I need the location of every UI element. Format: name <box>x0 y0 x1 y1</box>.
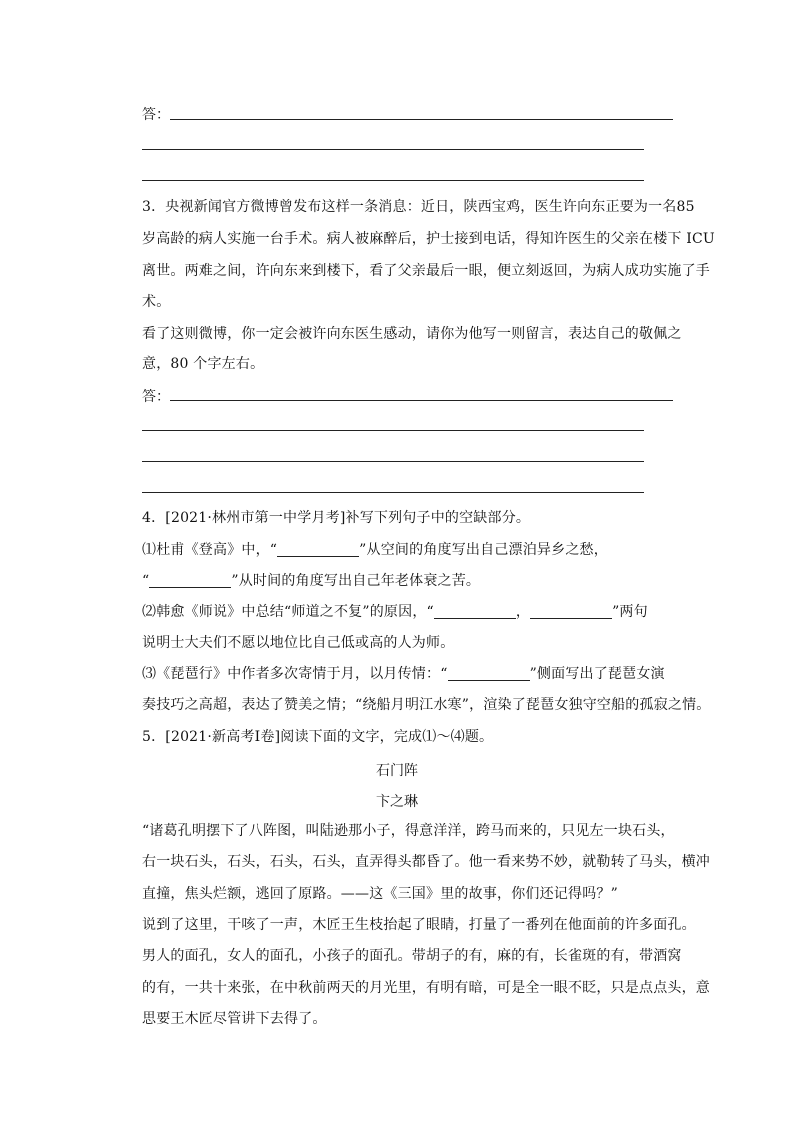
q4-item3-pre: ⑶《琵琶行》中作者多次寄情于月，以月传情：“ <box>142 666 448 682</box>
q4-item3-line1 <box>142 664 665 684</box>
q3-line-4: 术。 <box>142 294 171 310</box>
q3-line-3: 离世。两难之间，许向东来到楼下，看了父亲最后一眼，便立刻返回，为病人成功实施了手 <box>142 263 710 279</box>
q3-line-5: 看了这则微博，你一定会被许向东医生感动，请你为他写一则留言，表达自己的敬佩之 <box>142 326 682 342</box>
q4-item2-line2: 说明士大夫们不愿以地位比自己低或高的人为师。 <box>142 635 455 651</box>
q4-item2-mid: ， <box>515 604 531 620</box>
q4-item2-pre: ⑵韩愈《师说》中总结“师道之不复”的原因，“ <box>142 604 434 620</box>
q4-item2-post: ”两句 <box>612 604 648 620</box>
fill-blank[interactable] <box>448 666 530 681</box>
q3-line-1: 3．央视新闻官方微博曾发布这样一条消息：近日，陕西宝鸡，医生许向东正要为一名85 <box>142 199 695 215</box>
answer-line <box>142 430 644 431</box>
q4-item3-post: ”侧面写出了琵琶女演 <box>529 666 665 682</box>
answer-line <box>142 492 644 493</box>
fill-blank[interactable] <box>149 573 231 588</box>
q4-title: 4．[2021·林州市第一中学月考]补写下列句子中的空缺部分。 <box>142 510 531 526</box>
q4-item1-pre: ⑴杜甫《登高》中，“ <box>142 542 278 558</box>
article-paragraph-line: 右一块石头，石头，石头，石头，直弄得头都昏了。他一看来势不妙，就勒转了马头，横冲 <box>142 854 710 870</box>
article-author: 卞之琳 <box>376 794 418 810</box>
answer-line <box>142 149 644 150</box>
answer-line <box>170 119 673 120</box>
answer-label-1: 答： <box>142 107 170 123</box>
fill-blank[interactable] <box>530 604 612 619</box>
article-paragraph-line: 的有，一共十来张，在中秋前两天的月光里，有明有暗，可是全一眼不眨，只是点点头，意 <box>142 980 710 996</box>
q4-item3-line2: 奏技巧之高超，表达了赞美之情；“绕船月明江水寒”，渲染了琵琶女独守空船的孤寂之情。 <box>142 697 711 713</box>
q4-item1-b-post: ”从时间的角度写出自己年老体衰之苦。 <box>231 573 481 589</box>
answer-line <box>170 400 673 401</box>
q3-line-2: 岁高龄的病人实施一台手术。病人被麻醉后，护士接到电话，得知许医生的父亲在楼下 ICU <box>142 231 715 247</box>
article-paragraph-line: 男人的面孔，女人的面孔，小孩子的面孔。带胡子的有，麻的有，长雀斑的有，带酒窝 <box>142 948 682 964</box>
answer-line <box>142 461 644 462</box>
article-paragraph-line: 说到了这里，干咳了一声，木匠王生枝抬起了眼睛，打量了一番列在他面前的许多面孔。 <box>142 917 696 933</box>
q3-line-6: 意，80 个字左右。 <box>142 356 265 372</box>
q4-item1-post: ”从空间的角度写出自己漂泊异乡之愁， <box>359 542 608 558</box>
q4-item1-line1 <box>142 540 608 560</box>
fill-blank[interactable] <box>434 604 516 619</box>
fill-blank[interactable] <box>277 542 359 557</box>
article-paragraph-line: “诸葛孔明摆下了八阵图，叫陆逊那小子，得意洋洋，跨马而来的，只见左一块石头， <box>142 823 675 839</box>
answer-line <box>142 180 644 181</box>
article-title: 石门阵 <box>376 763 418 779</box>
answer-label-2: 答： <box>142 389 170 405</box>
q4-item2-line1 <box>142 602 648 622</box>
q4-item1-b-pre: “ <box>142 573 150 589</box>
article-paragraph-line: 直撞，焦头烂额，逃回了原路。——这《三国》里的故事，你们还记得吗？” <box>142 886 618 902</box>
article-paragraph-line: 思要王木匠尽管讲下去得了。 <box>142 1011 327 1027</box>
q4-item1-line2 <box>142 571 480 591</box>
q5-title: 5．[2021·新高考Ⅰ卷]阅读下面的文字，完成⑴～⑷题。 <box>142 729 494 745</box>
